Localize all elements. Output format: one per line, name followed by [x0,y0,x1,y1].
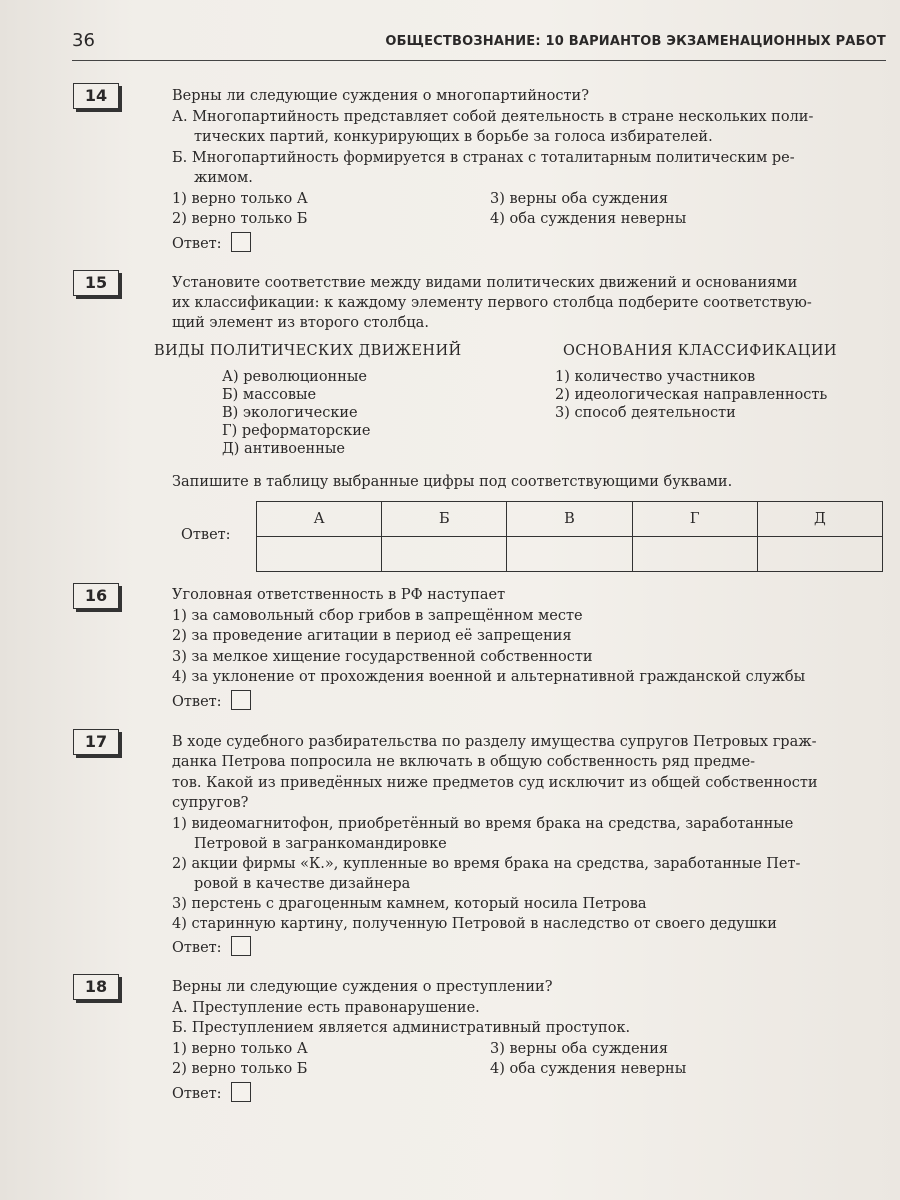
q17-option-4: 4) старинную картину, полученную Петровой в наследство от своего дедушки [172,916,777,932]
q14-option-3: 3) верны оба суждения [490,191,669,207]
q18-answer-label: Ответ: [172,1086,222,1102]
q17-option-1-line2: Петровой в загранкомандировке [194,836,447,852]
q14-answer-box[interactable] [231,232,251,252]
q15-left-item-a: А) революционные [222,369,368,385]
q16-option-4: 4) за уклонение от прохождения военной и альтернативной гражданской службы [172,669,806,685]
q16-answer-label: Ответ: [172,694,222,710]
q17-option-1-line1: 1) видеомагнитофон, приобретённый во время брака на средства, заработанные [172,816,794,832]
q14-statement-b-line1: Б. Многопартийность формируется в странах с тоталитарным политическим ре- [172,150,795,166]
q18-option-4: 4) оба суждения неверны [490,1061,687,1077]
question-16-number: 16 [73,583,119,609]
q17-option-3: 3) перстень с драгоценным камнем, который носила Петрова [172,896,647,912]
q17-answer-box[interactable] [231,936,251,956]
page-header [72,30,886,61]
q17-option-2-line2: ровой в качестве дизайнера [194,876,411,892]
q16-question: Уголовная ответственность в РФ наступает [172,587,506,603]
q14-option-2: 2) верно только Б [172,211,308,227]
q15-left-item-v: В) экологические [222,405,358,421]
q15-answer-cell-v[interactable] [507,537,632,572]
q15-table-header-b: Б [382,502,507,537]
question-14-number: 14 [73,83,119,109]
q18-option-3: 3) верны оба суждения [490,1041,669,1057]
q15-right-item-3: 3) способ деятельности [555,405,736,421]
question-15-number: 15 [73,270,119,296]
q15-text-line2: их классификации: к каждому элементу первого столбца подберите соответствую- [172,295,812,311]
q17-option-2-line1: 2) акции фирмы «К.», купленные во время брака на средства, заработанные Пет- [172,856,801,872]
q17-text-line1: В ходе судебного разбирательства по разделу имущества супругов Петровых граж- [172,734,817,750]
q15-instruction: Запишите в таблицу выбранные цифры под соответствующими буквами. [172,474,733,490]
q15-answer-cell-b[interactable] [382,537,507,572]
q14-statement-a-line1: А. Многопартийность представляет собой деятельность в стране нескольких поли- [172,109,814,125]
q16-option-2: 2) за проведение агитации в период её запрещения [172,628,572,644]
q15-answer-label: Ответ: [181,527,231,543]
q18-question: Верны ли следующие суждения о преступлении? [172,979,553,995]
q15-table-header-v: В [507,502,632,537]
q15-answer-cell-a[interactable] [257,537,382,572]
q18-statement-b: Б. Преступлением является административный проступок. [172,1020,631,1036]
q18-option-1: 1) верно только А [172,1041,308,1057]
q15-answer-cell-d[interactable] [757,537,882,572]
q15-text-line3: щий элемент из второго столбца. [172,315,429,331]
q18-answer-box[interactable] [231,1082,251,1102]
q14-option-1: 1) верно только А [172,191,308,207]
q15-table-header-a: А [257,502,382,537]
q18-option-2: 2) верно только Б [172,1061,308,1077]
q15-table-header-g: Г [632,502,757,537]
q15-left-heading: ВИДЫ ПОЛИТИЧЕСКИХ ДВИЖЕНИЙ [154,343,462,359]
q17-text-line2: данка Петрова попросила не включать в общую собственность ряд предме- [172,754,756,770]
q16-answer-box[interactable] [231,690,251,710]
q15-right-item-1: 1) количество участников [555,369,756,385]
q15-left-item-b: Б) массовые [222,387,317,403]
q18-statement-a: А. Преступление есть правонарушение. [172,1000,480,1016]
q17-answer-label: Ответ: [172,940,222,956]
page-number: 36 [72,30,95,51]
q14-question: Верны ли следующие суждения о многопартийности? [172,88,589,104]
q14-statement-b-line2: жимом. [194,170,253,186]
q15-right-heading: ОСНОВАНИЯ КЛАССИФИКАЦИИ [563,343,837,359]
q16-option-1: 1) за самовольный сбор грибов в запрещённом месте [172,608,583,624]
q15-answer-cell-g[interactable] [632,537,757,572]
q14-statement-a-line2: тических партий, конкурирующих в борьбе за голоса избирателей. [194,129,713,145]
q17-text-line4: супругов? [172,795,249,811]
question-18-number: 18 [73,974,119,1000]
q14-option-4: 4) оба суждения неверны [490,211,687,227]
running-title: ОБЩЕСТВОЗНАНИЕ: 10 ВАРИАНТОВ ЭКЗАМЕНАЦИОННЫХ РАБОТ [385,34,886,49]
q17-text-line3: тов. Какой из приведённых ниже предметов суд исключит из общей собственности [172,775,818,791]
q15-left-item-d: Д) антивоенные [222,441,345,457]
q15-table-header-d: Д [757,502,882,537]
q15-right-item-2: 2) идеологическая направленность [555,387,828,403]
q15-text-line1: Установите соответствие между видами политических движений и основаниями [172,275,798,291]
question-17-number: 17 [73,729,119,755]
q16-option-3: 3) за мелкое хищение государственной собственности [172,649,593,665]
q15-left-item-g: Г) реформаторские [222,423,371,439]
q14-answer-label: Ответ: [172,236,222,252]
q15-answer-table [256,501,883,572]
